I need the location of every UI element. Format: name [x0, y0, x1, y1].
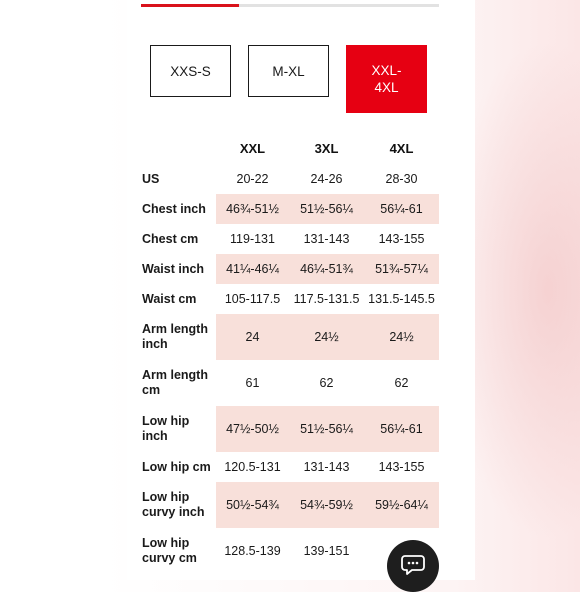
cell-value: 143-155: [364, 452, 439, 482]
cell-value: 131-143: [289, 452, 364, 482]
size-group-m-xl-button[interactable]: [248, 45, 329, 97]
table-row: [136, 194, 439, 224]
cell-value: 105-117.5: [216, 284, 289, 314]
table-row: [136, 254, 439, 284]
table-row: [136, 284, 439, 314]
cell-value: 24½: [364, 314, 439, 360]
row-label: Chest cm: [136, 224, 216, 254]
size-chart-header-row: [136, 133, 439, 164]
cell-value: 139-151: [289, 528, 364, 574]
cell-value: 117.5-131.5: [289, 284, 364, 314]
cell-value: 51½-56¼: [289, 406, 364, 452]
size-group-xxs-s-button[interactable]: [150, 45, 231, 97]
cell-value: 120.5-131: [216, 452, 289, 482]
size-chart-table: [136, 133, 439, 574]
row-label: US: [136, 164, 216, 194]
row-label: Low hip cm: [136, 452, 216, 482]
size-group-label: M-XL: [272, 63, 305, 79]
size-group-xxl-4xl-button[interactable]: [346, 45, 427, 113]
header-size-xxl: XXL: [239, 141, 266, 156]
row-label: Low hip curvy inch: [136, 482, 216, 528]
cell-value: 47½-50½: [216, 406, 289, 452]
cell-value: 54¾-59½: [289, 482, 364, 528]
cell-value: 119-131: [216, 224, 289, 254]
scroll-progress-track: [141, 4, 439, 7]
cell-value: 41¼-46¼: [216, 254, 289, 284]
cell-value: 46¼-51¾: [289, 254, 364, 284]
size-group-label: XXL-4XL: [371, 63, 402, 95]
cell-value: 51½-56¼: [289, 194, 364, 224]
cell-value: 24-26: [289, 164, 364, 194]
cell-value: 59½-64¼: [364, 482, 439, 528]
header-blank: [136, 133, 216, 164]
cell-value: 51¾-57¼: [364, 254, 439, 284]
size-group-label: XXS-S: [170, 63, 211, 79]
table-row: [136, 314, 439, 360]
cell-value: 131-143: [289, 224, 364, 254]
chat-button[interactable]: [387, 540, 439, 592]
size-guide-panel: [127, 0, 475, 580]
row-label: Low hip curvy cm: [136, 528, 216, 574]
cell-value: 56¼-61: [364, 406, 439, 452]
cell-value: 24: [216, 314, 289, 360]
chat-bubble-icon: [401, 554, 425, 581]
table-row: [136, 406, 439, 452]
table-row: [136, 360, 439, 406]
row-label: Arm length cm: [136, 360, 216, 406]
row-label: Waist cm: [136, 284, 216, 314]
cell-value: 24½: [289, 314, 364, 360]
cell-value: 62: [289, 360, 364, 406]
cell-value: 62: [364, 360, 439, 406]
cell-value: 143-155: [364, 224, 439, 254]
cell-value: 20-22: [216, 164, 289, 194]
cell-value: 61: [216, 360, 289, 406]
cell-value: 28-30: [364, 164, 439, 194]
cell-value: 56¼-61: [364, 194, 439, 224]
row-label: Arm length inch: [136, 314, 216, 360]
cell-value: 50½-54¾: [216, 482, 289, 528]
cell-value: 128.5-139: [216, 528, 289, 574]
header-size-3xl: 3XL: [314, 141, 339, 156]
row-label: Waist inch: [136, 254, 216, 284]
header-size-4xl: 4XL: [389, 141, 414, 156]
table-row: [136, 452, 439, 482]
table-row: [136, 482, 439, 528]
row-label: Chest inch: [136, 194, 216, 224]
scroll-progress-fill: [141, 4, 239, 7]
table-row: [136, 224, 439, 254]
row-label: Low hip inch: [136, 406, 216, 452]
table-row: [136, 164, 439, 194]
cell-value: 46¾-51½: [216, 194, 289, 224]
cell-value: 131.5-145.5: [364, 284, 439, 314]
